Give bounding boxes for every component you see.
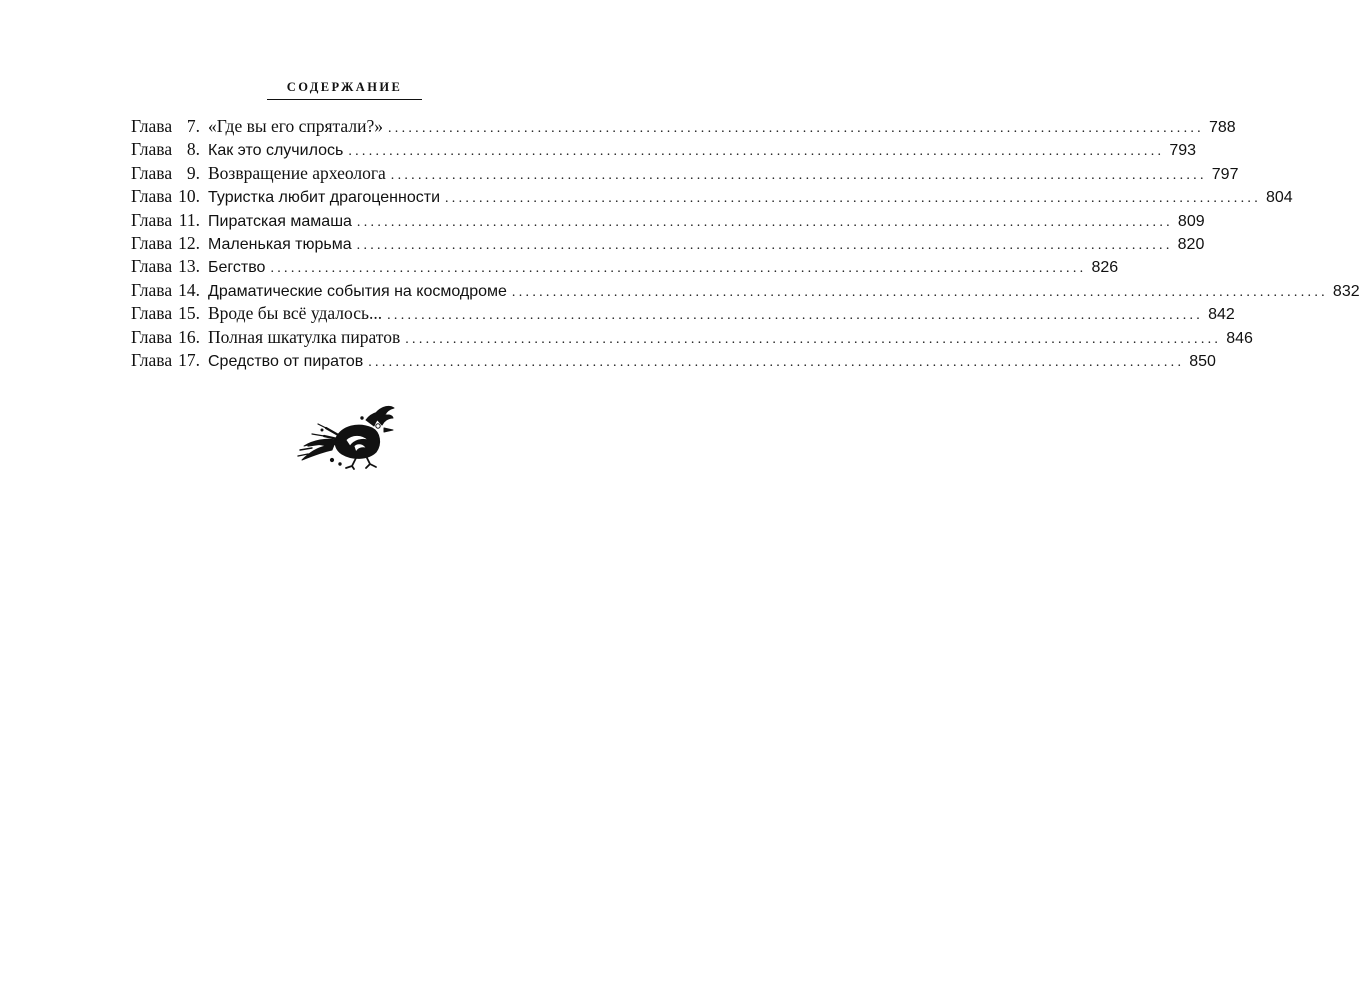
dot-leader: ........................................................................................................................	[387, 121, 1204, 136]
page-number: 826	[1091, 259, 1119, 277]
page-number: 846	[1226, 329, 1253, 347]
toc-entry[interactable]	[131, 255, 1119, 278]
chapter-label: Глава	[131, 186, 173, 207]
dot-leader: ........................................................................................................................	[511, 284, 1328, 300]
chapter-number: 7.	[186, 116, 200, 136]
chapter-number: 12.	[178, 232, 200, 253]
page-number: 804	[1266, 189, 1293, 207]
dot-leader: ........................................................................................................................	[445, 191, 1261, 207]
chapter-number: 15.	[178, 303, 200, 324]
bird-vignette-icon	[296, 400, 400, 470]
dot-leader: ........................................................................................................................	[356, 237, 1173, 253]
dot-leader: ........................................................................................................................	[356, 214, 1173, 230]
toc-entry[interactable]	[131, 162, 1239, 185]
chapter-label: Глава	[131, 279, 173, 300]
chapter-number: 9.	[186, 162, 200, 183]
chapter-label: Глава	[131, 303, 173, 324]
toc-entry[interactable]	[131, 326, 1253, 349]
table-of-contents	[131, 115, 1360, 372]
dot-leader: ........................................................................................................................	[390, 167, 1207, 183]
page-number: 797	[1211, 165, 1239, 183]
chapter-title: Вроде бы всё удалось...	[208, 303, 383, 324]
page-header	[0, 78, 659, 100]
chapter-title: Маленькая тюрьма	[208, 235, 352, 253]
page-number: 793	[1169, 142, 1197, 160]
chapter-title: Как это случилось	[208, 142, 344, 160]
toc-entry[interactable]	[131, 349, 1216, 372]
chapter-number: 10.	[178, 186, 200, 207]
chapter-number: 8.	[186, 139, 200, 160]
page-title: СОДЕРЖАНИЕ	[267, 80, 422, 100]
toc-entry[interactable]	[131, 209, 1205, 232]
chapter-label: Глава	[131, 162, 173, 183]
page-number: 820	[1177, 235, 1205, 253]
chapter-title: Средство от пиратов	[208, 352, 364, 370]
dot-leader: ........................................................................................................................	[387, 308, 1204, 324]
page-number: 832	[1332, 282, 1360, 300]
page-number: 788	[1208, 119, 1236, 136]
page-number: 842	[1208, 306, 1235, 324]
chapter-title: «Где вы его спрятали?»	[208, 116, 383, 136]
page-number: 809	[1177, 212, 1205, 230]
toc-entry[interactable]	[131, 302, 1235, 325]
toc-entry[interactable]	[131, 115, 1236, 138]
chapter-number: 13.	[178, 256, 200, 277]
chapter-label: Глава	[131, 326, 173, 347]
chapter-label: Глава	[131, 232, 173, 253]
chapter-title: Драматические события на космодроме	[208, 282, 507, 300]
chapter-title: Возвращение археолога	[208, 162, 386, 183]
toc-entry[interactable]	[131, 232, 1205, 255]
dot-leader: ........................................................................................................................	[368, 354, 1185, 370]
dot-leader: ........................................................................................................................	[348, 144, 1165, 160]
chapter-label: Глава	[131, 349, 173, 370]
toc-entry[interactable]	[131, 185, 1293, 208]
chapter-title: Полная шкатулка пиратов	[208, 326, 401, 347]
chapter-number: 11.	[178, 209, 200, 230]
toc-entry[interactable]	[131, 279, 1360, 302]
toc-entry[interactable]	[131, 138, 1197, 161]
chapter-title: Пиратская мамаша	[208, 212, 352, 230]
chapter-number: 14.	[178, 279, 200, 300]
chapter-number: 16.	[178, 326, 200, 347]
chapter-label: Глава	[131, 116, 173, 136]
dot-leader: ........................................................................................................................	[270, 261, 1087, 277]
dot-leader: ........................................................................................................................	[405, 331, 1222, 347]
chapter-label: Глава	[131, 209, 173, 230]
chapter-number: 17.	[178, 349, 200, 370]
page-number: 850	[1189, 352, 1216, 370]
chapter-title: Бегство	[208, 259, 266, 277]
chapter-label: Глава	[131, 139, 173, 160]
chapter-label: Глава	[131, 256, 173, 277]
chapter-title: Туристка любит драгоценности	[208, 189, 440, 207]
